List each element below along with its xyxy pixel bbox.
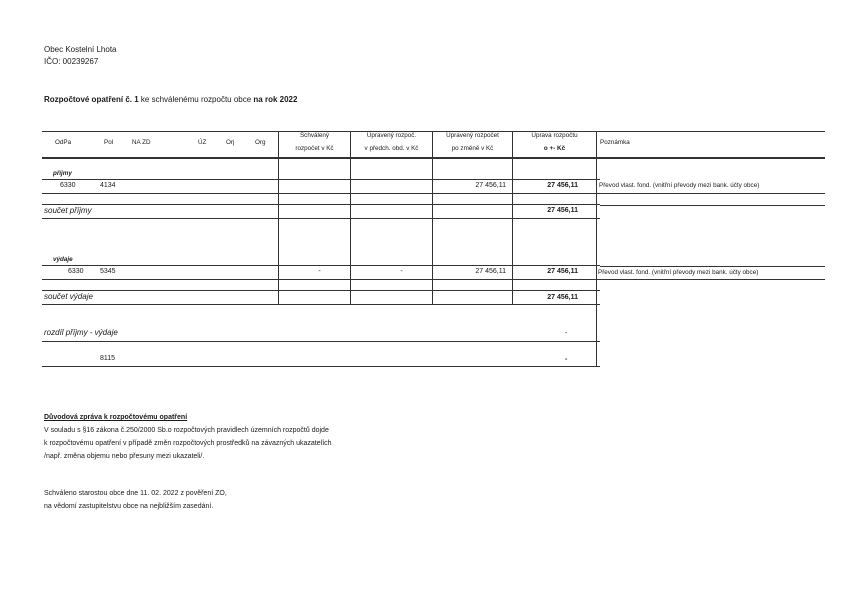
col-na-zd: NA ZD — [132, 139, 151, 146]
title-end: na rok 2022 — [253, 95, 298, 104]
document-title — [44, 96, 297, 104]
justification-heading: Důvodová zpráva k rozpočtovému opatření — [44, 414, 188, 421]
sum-prijmy-label: součet příjmy — [44, 206, 92, 215]
col-pol: Pol — [104, 139, 114, 146]
section-vydaje: výdaje — [53, 256, 73, 263]
vydaje-note: Převod vlast. fond. (vnitřní převody mezi bank. účty obce) — [598, 269, 759, 276]
col-upraveny-line1: Upravený rozpoč. — [366, 132, 417, 139]
final-row-pol: 8115 — [100, 355, 116, 362]
ico-number: IČO: 00239267 — [44, 57, 99, 66]
approval-line-1: Schváleno starostou obce dne 11. 02. 2022 z pověření ZO, — [44, 490, 227, 497]
title-mid: ke schválenému rozpočtu obce — [138, 95, 254, 104]
sum-vydaje-value: 27 456,11 — [547, 294, 578, 301]
col-odpa: OdPa — [55, 139, 72, 146]
final-row-value: - — [565, 356, 568, 363]
col-poznamka: Poznámka — [600, 139, 630, 146]
rozdil-label: rozdíl příjmy - výdaje — [44, 328, 118, 337]
municipality-name: Obec Kostelní Lhota — [44, 45, 117, 54]
prijmy-pol: 4134 — [100, 182, 116, 189]
sum-prijmy-value: 27 456,11 — [547, 207, 578, 214]
approval-line-2: na vědomí zastupitelstvu obce na nejbližším zasedání. — [44, 503, 214, 510]
col-schvaleny-line1: Schválený — [299, 132, 330, 139]
col-uprava-line1: Úprava rozpočtu — [531, 132, 578, 139]
vydaje-upraveny: - — [400, 268, 403, 275]
col-schvaleny-line2: rozpočet v Kč — [295, 145, 334, 152]
prijmy-note: Převod vlast. fond. (vnitřní převody mezi bank. účty obce) — [599, 182, 760, 189]
vydaje-uprava: 27 456,11 — [547, 268, 578, 275]
vydaje-schvaleny: - — [318, 268, 321, 275]
col-uprava-line2: o +- Kč — [543, 145, 566, 152]
sum-vydaje-label: součet výdaje — [44, 292, 93, 301]
vydaje-po-zmene: 27 456,11 — [475, 268, 506, 275]
col-upraveny-line2: v předch. obd. v Kč — [364, 145, 419, 152]
section-prijmy: příjmy — [53, 170, 72, 177]
col-orj: Orj — [226, 139, 235, 146]
rozdil-value: - — [565, 330, 568, 337]
justification-line-3: /např. změna objemu nebo přesuny mezi ukazateli/. — [44, 453, 205, 460]
prijmy-uprava: 27 456,11 — [547, 182, 578, 189]
col-po-zmene-line1: Upravený rozpočet — [446, 132, 499, 139]
justification-line-1: V souladu s §16 zákona č.250/2000 Sb.o rozpočtových pravidlech územních rozpočtů dojde — [44, 427, 329, 434]
prijmy-po-zmene: 27 456,11 — [475, 182, 506, 189]
col-uz: ÚZ — [198, 139, 207, 146]
col-org: Org — [255, 139, 266, 146]
justification-line-2: k rozpočtovému opatření v případě změn rozpočtových prostředků na závazných ukazatelích — [44, 440, 332, 447]
vydaje-odpa: 6330 — [68, 268, 84, 275]
vydaje-pol: 5345 — [100, 268, 116, 275]
col-po-zmene-line2: po změně v Kč — [451, 145, 494, 152]
prijmy-odpa: 6330 — [60, 182, 76, 189]
title-start: Rozpočtové opatření č. 1 — [44, 95, 139, 104]
